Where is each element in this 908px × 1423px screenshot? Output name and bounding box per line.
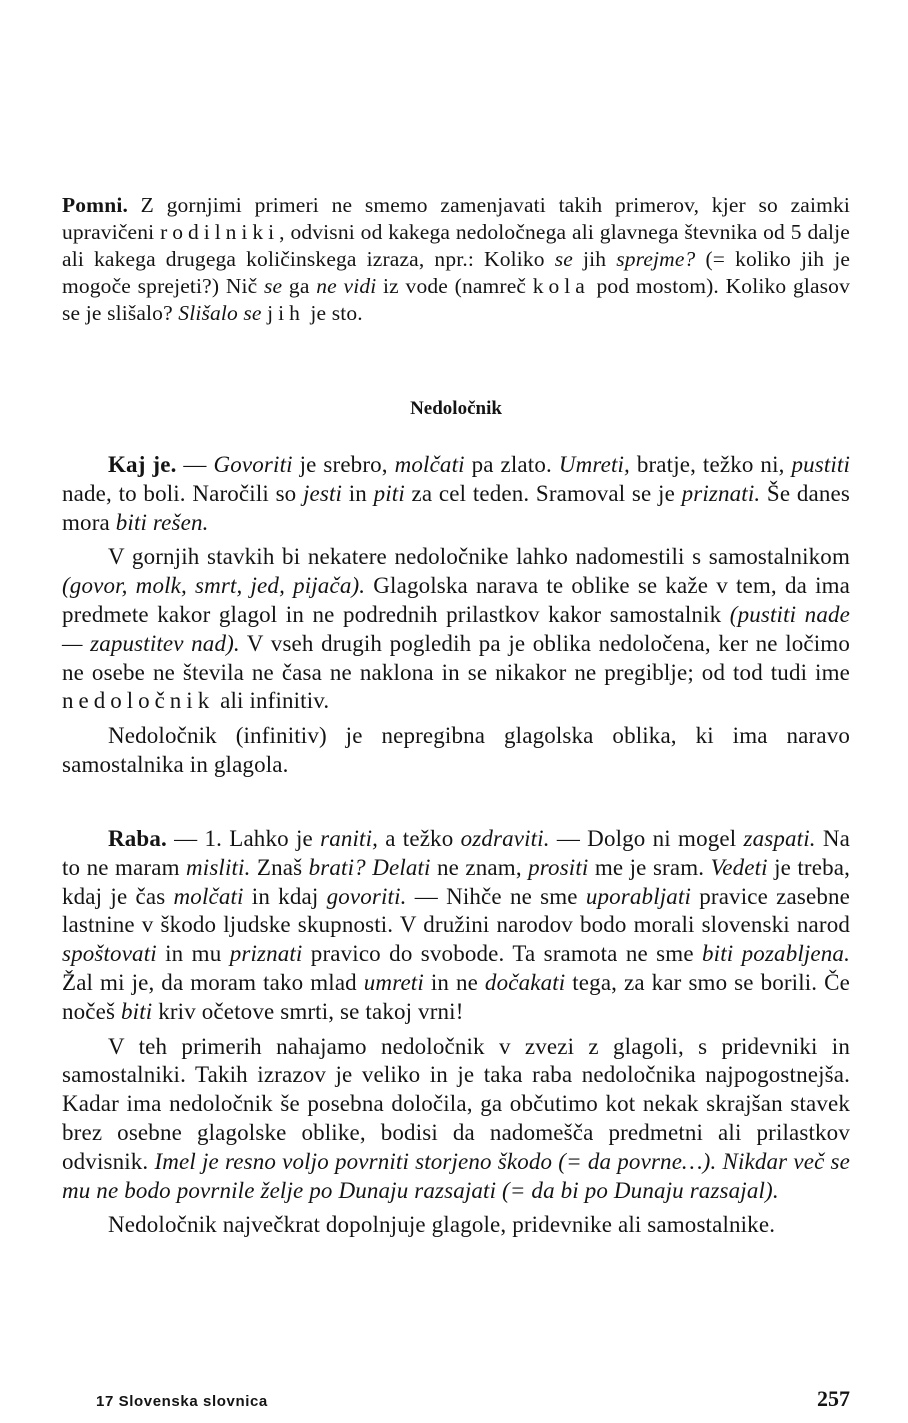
text: tega, za kar smo se borili. Če nočeš [62,969,850,1024]
paragraph-definicija: Nedoločnik (infinitiv) je nepregibna glagolska oblika, ki ima naravo samostalnika in glagola. [62,723,850,777]
text: Glagolska narava te oblike se kaže v tem, da ima predmete kakor glagol in ne podrednih prilastkov kakor samostalnik [62,573,851,627]
text: — [176,452,214,477]
italic-example: ozdraviti. [460,826,550,851]
italic-example: priznati [229,941,303,967]
text: Znaš [250,854,309,880]
text: pod mostom). Koliko glasov se je slišalo? [62,274,850,325]
text: pa zlato. [464,452,559,477]
italic-example: pustiti [791,452,850,477]
text: in mu [156,941,230,967]
italic-example: brati? [308,854,366,880]
text: in ne [423,969,485,995]
italic-example: biti rešen. [115,509,209,535]
footer-signature: 17 Slovenska slovnica [96,1393,268,1410]
raba-section [62,825,850,1240]
page-number: 257 [817,1386,850,1411]
book-page [62,0,850,1423]
text: Na to ne maram [62,826,850,880]
italic-example: prositi [528,854,589,880]
lead-pomni: Pomni. [62,193,128,217]
italic-example: ne vidi [316,274,377,298]
text: je treba, kdaj je čas [62,854,851,909]
italic-example: molčati [173,883,244,909]
italic-example: piti [373,480,405,506]
text: V vseh drugih pogledih pa je oblika nedoločena, ker ne ločimo ne osebe ne števila ne časa ne naklona in se nikakor ne pregiblje; od tod tudi ime [62,630,850,685]
pomni-note [62,192,850,327]
text: je srebro, [292,452,395,477]
italic-example: raniti, [320,826,379,851]
italic-example: spoštovati [62,941,157,967]
text: nade, to boli. Naročili so [62,480,303,506]
italic-example: govoriti. [326,883,407,909]
spaced-term: rodilniki [160,220,280,244]
italic-example: Delati [372,854,431,880]
italic-example: Govoriti [213,452,293,477]
text: bratje, težko ni, [629,452,792,477]
text: (= koliko jih je mogoče sprejeti?) Nič [62,247,851,298]
italic-example: sprejme? [616,247,696,271]
italic-example: uporabljati [585,883,692,909]
text: kriv očetove smrti, se takoj vrni! [152,998,464,1024]
italic-example: Slišalo se [178,301,262,325]
italic-example: misliti. [186,854,251,880]
italic-example: priznati. [681,480,761,506]
text: ne znam, [430,854,529,880]
spaced-term: kola [532,274,590,298]
italic-example: Imel je resno voljo povrniti storjeno škodo (= da povrne…). Nikdar več se mu ne bodo povrnile želje po Dunaju razsajati (= da bi po Dunaju razsajal). [62,1148,850,1203]
italic-example: se [554,247,573,271]
lead-raba: Raba. [108,826,167,851]
text: me je sram. [588,854,711,880]
paragraph-kaj-je [62,451,850,537]
text: pravico do svobode. Ta sramota ne sme [302,941,703,967]
italic-example: zaspati. [743,826,816,851]
paragraph-raba [62,825,850,1027]
paragraph-pomni [62,192,850,327]
text: za cel teden. Sramoval se je [404,480,682,506]
text: jih [572,247,617,271]
text: in [342,480,374,506]
text: V gornjih stavkih bi nekatere nedoločnike lahko nadomestili s samostalnikom [108,544,850,570]
text: — 1. Lahko je [166,826,321,851]
text: in kdaj [243,883,327,909]
text: — Dolgo ni mogel [549,826,744,851]
text: iz vode (namreč [376,274,533,298]
italic-example: biti [121,998,153,1024]
spaced-term: jih [267,301,305,325]
text: Žal mi je, da moram tako mlad [62,969,364,995]
kaj-je-section [62,451,850,780]
section-heading: Nedoločnik [410,398,502,419]
text: Še danes mora [62,480,851,535]
lead-kaj-je: Kaj je. [108,452,177,477]
paragraph-primerih [62,1033,850,1206]
italic-example: Umreti, [558,452,630,477]
text: ali infinitiv. [214,688,330,714]
text: V teh primerih nahajamo nedoločnik v zvezi z glagoli, s pridevniki in samostalniki. Takih izrazov je veliko in je taka raba nedoločnika najpogostnejša. Kadar ima nedoločnik še posebna določila, ga občutimo kot nekak skrajšan stavek brez osebne glagolske oblike, bodisi da nadomešča predmetni ali prilastkov odvisnik. [62,1033,850,1174]
italic-example: jesti [302,480,343,506]
text: , odvisni od kakega nedoločnega ali glavnega števnika od 5 dalje ali kakega drugega količinskega izraza, npr.: Koliko [62,220,850,271]
italic-example: (pustiti nade — zapustitev nad). [62,601,850,656]
italic-example: (govor, molk, smrt, jed, pijača). [62,573,366,599]
text: a težko [378,826,461,851]
text: pravice zasebne lastnine v škodo ljudske skupnosti. V družini narodov bodo morali slovenski narod [62,883,850,938]
spaced-term: nedoločnik [62,688,215,714]
italic-example: molčati [394,452,465,477]
italic-example: biti pozabljena. [702,941,850,967]
paragraph-zadnji: Nedoločnik največkrat dopolnjuje glagole, pridevnike ali samostalnike. [108,1212,776,1238]
text: je sto. [304,301,363,325]
text: ga [282,274,317,298]
italic-example: dočakati [484,969,566,995]
text: — Nihče ne sme [406,883,586,909]
paragraph-gornjih [62,543,850,716]
text: Z gornjimi primeri ne smemo zamenjavati takih primerov, kjer so zaimki upravičeni [62,193,850,244]
italic-example: se [264,274,283,298]
italic-example: umreti [363,969,424,995]
italic-example: Vedeti [710,854,768,880]
